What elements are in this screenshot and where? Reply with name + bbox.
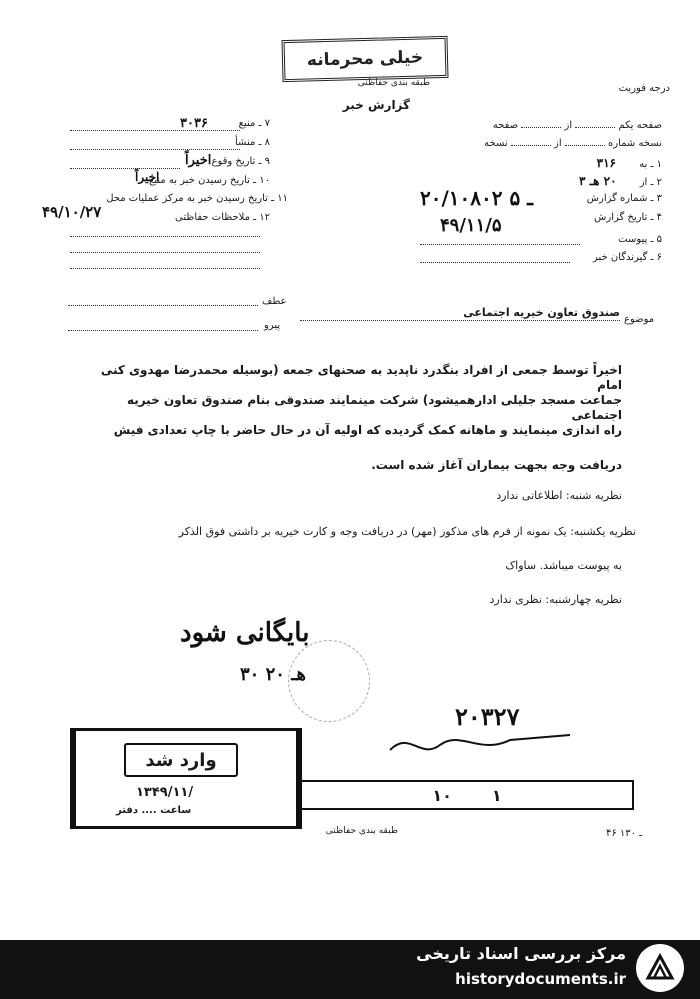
archive-stamp: بایگانی شود bbox=[180, 618, 310, 648]
subject-line bbox=[300, 320, 620, 321]
top-classification-stamp: خیلی محرمانه bbox=[281, 36, 448, 82]
recipients-line bbox=[420, 262, 570, 263]
peyro-label: پیرو bbox=[264, 320, 281, 331]
received-stamp-small: ساعت .... دفتر bbox=[116, 805, 192, 816]
field-report-date: ۴ ـ تاریخ گزارش bbox=[594, 212, 662, 223]
footer-classification: طبقه بندی حفاظتی bbox=[325, 826, 398, 836]
footer-org-name: مرکز بررسی اسناد تاریخی bbox=[416, 944, 626, 963]
field-attachment: ۵ ـ پیوست bbox=[618, 234, 662, 245]
source-value: ۳۰۳۶ bbox=[180, 116, 208, 131]
ref-box-mid: ۱۰ bbox=[432, 785, 452, 805]
notes-line-1 bbox=[70, 236, 260, 237]
received-stamp-box bbox=[70, 728, 302, 829]
field-source: ۷ ـ منبع bbox=[238, 118, 270, 129]
ref-box-left: ۱ bbox=[491, 785, 502, 805]
opinion-line-3: نظریه چهارشنبه: نظری ندارد bbox=[489, 593, 622, 606]
subject-value: صندوق تعاون خیریه اجتماعی bbox=[463, 306, 620, 319]
field-center-receipt-date: ۱۱ ـ تاریخ رسیدن خبر به مرکز عملیات محل bbox=[106, 193, 288, 204]
atf-line bbox=[68, 305, 258, 306]
source-receipt-date-value: اخیراً bbox=[135, 170, 160, 184]
field-recipients: ۶ ـ گیرندگان خبر bbox=[592, 252, 662, 263]
footer-url: historydocuments.ir bbox=[455, 970, 626, 988]
reference-number-box bbox=[300, 780, 634, 810]
archive-logo-icon bbox=[636, 944, 684, 992]
subject-label: موضوع bbox=[624, 314, 655, 325]
occurrence-line bbox=[70, 168, 180, 169]
bottom-code: ۴۶ ـ ۱۳۰ bbox=[606, 828, 643, 839]
notes-line-2 bbox=[70, 252, 260, 253]
field-page: صفحه یکم از صفحه bbox=[492, 120, 662, 131]
report-title: گزارش خبر bbox=[342, 98, 410, 112]
field-origin: ۸ ـ منشأ bbox=[234, 137, 270, 148]
origin-line bbox=[70, 149, 240, 150]
body-line-4: دریافت وجه بجهت بیماران آغاز شده است. bbox=[371, 458, 622, 472]
body-line-1: اخیراً توسط جمعی از افراد بنگدرد ناپدید به صحنهای جمعه (بوسیله محمدرضا مهدوی کنی امام bbox=[100, 363, 622, 392]
attachment-line bbox=[420, 244, 580, 245]
report-date-value: ۴۹/۱۱/۵ bbox=[440, 215, 502, 236]
notes-line-3 bbox=[70, 268, 260, 269]
atf-label: عطف bbox=[262, 296, 287, 307]
priority-label: درجه فوریت bbox=[618, 83, 670, 94]
field-copy-number: نسخه شماره از نسخه bbox=[484, 138, 662, 149]
opinion-line-2: به پیوست میباشد. ساواک bbox=[505, 559, 622, 572]
classification-label: طبقه بندی حفاظتی bbox=[357, 78, 430, 88]
field-source-receipt-date: ۱۰ ـ تاریخ رسیدن خبر به منبع bbox=[148, 175, 270, 186]
received-stamp-text: وارد شد bbox=[124, 743, 238, 777]
handwritten-number: ۲۰۳۲۷ bbox=[455, 702, 520, 731]
report-number-value: ۲۰/۱۰۸۰۲ ـ ۵ bbox=[420, 186, 534, 210]
body-line-3: راه اندازی مینمایند و ماهانه کمک گردیده که اولیه آن در حال حاضر با چاپ تعدادی فیش bbox=[113, 423, 622, 437]
field-security-notes: ۱۲ ـ ملاحظات حفاظتی bbox=[175, 212, 270, 223]
field-report-number: ۳ ـ شماره گزارش bbox=[586, 193, 662, 204]
occurrence-date-value: اخیراً bbox=[185, 153, 212, 168]
archive-code: ۳۰ هـ ۲۰ bbox=[240, 664, 306, 685]
signature-mark bbox=[380, 720, 580, 770]
peyro-line bbox=[68, 330, 258, 331]
field-to: ۱ ـ به ۳۱۶ bbox=[596, 156, 662, 170]
round-seal bbox=[288, 640, 370, 722]
center-receipt-date-value: ۴۹/۱۰/۲۷ bbox=[42, 203, 102, 221]
received-stamp-date: ۱۳۴۹/۱۱/ bbox=[136, 785, 194, 800]
opinion-line-1: نظریه یکشنبه: یک نمونه از فرم های مذکور (مهر) در دریافت وجه و کارت خیریه بر داشتی فوق الذکر bbox=[178, 525, 636, 538]
source-line bbox=[70, 130, 240, 131]
field-occurrence-date: ۹ ـ تاریخ وقوع bbox=[211, 156, 270, 167]
body-line-2: جماعت مسجد جلیلی ادارهمیشود) شرکت مینمایند صندوقی بنام صندوق تعاون خیریه اجتماعی bbox=[126, 393, 622, 422]
field-from: ۲ ـ از ۲۰ هـ ۳ bbox=[578, 174, 662, 188]
opinion-source: نظریه شنبه: اطلاعاتی ندارد bbox=[496, 489, 622, 502]
